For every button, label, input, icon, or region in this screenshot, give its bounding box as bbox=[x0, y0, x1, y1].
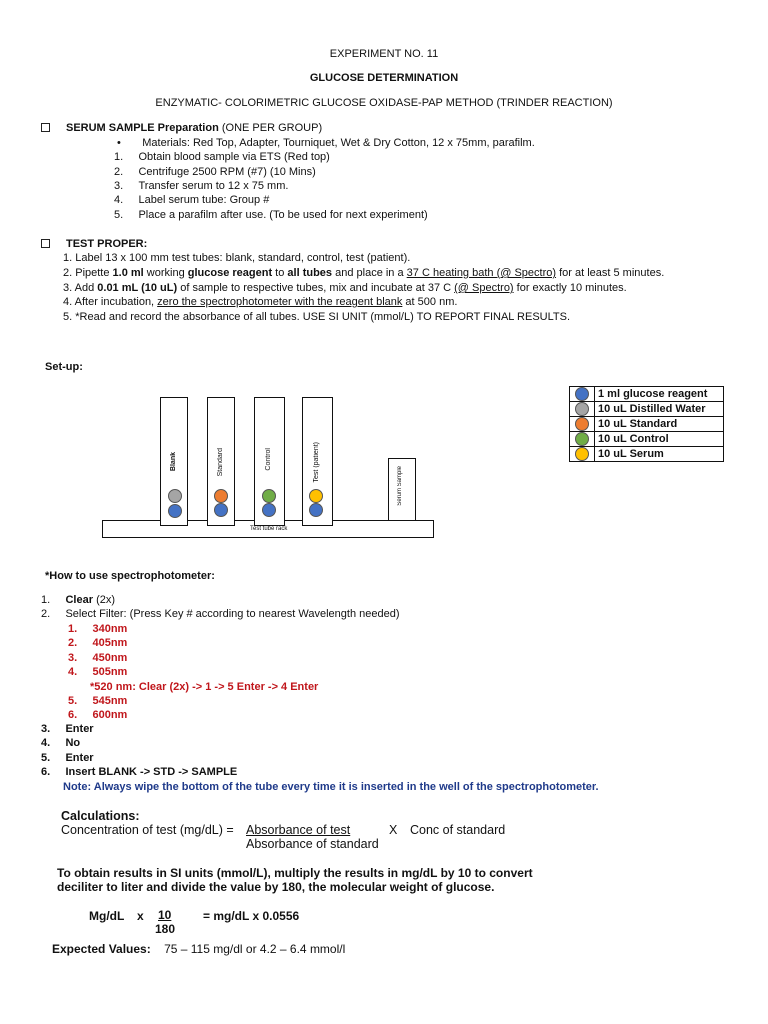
si-units-line-1: To obtain results in SI units (mmol/L), multiply the results in mg/dL by 10 to convert bbox=[57, 866, 533, 880]
filter-item: 1. 340nm bbox=[68, 623, 128, 635]
reagent-dot bbox=[168, 504, 182, 518]
mgdl-label: Mg/dL bbox=[89, 909, 125, 923]
spectro-step-5: 5. Enter bbox=[41, 752, 94, 764]
formula-times: X bbox=[389, 823, 398, 837]
filter-item: 5. 545nm bbox=[68, 695, 128, 707]
spectro-step-6: 6. Insert BLANK -> STD -> SAMPLE bbox=[41, 766, 238, 778]
expected-values: Expected Values: 75 – 115 mg/dl or 4.2 – 6.4 mmol/l bbox=[52, 942, 346, 956]
filter-item: 6. 600nm bbox=[68, 709, 128, 721]
reagent-dot bbox=[262, 503, 276, 517]
tube-label-serum: Serum Sample bbox=[397, 466, 403, 506]
checkbox-icon bbox=[41, 239, 50, 248]
conc-formula-label: Concentration of test (mg/dL) = bbox=[61, 823, 234, 837]
test-step-3: 3. Add 0.01 mL (10 uL) of sample to respective tubes, mix and incubate at 37 C (@ Spectro) for exactly 10 minutes. bbox=[63, 282, 627, 294]
experiment-number: EXPERIMENT NO. 11 bbox=[329, 48, 439, 60]
serum-step: 5. Place a parafilm after use. (To be used for next experiment) bbox=[114, 209, 428, 221]
test-step-2: 2. Pipette 1.0 ml working glucose reagent to all tubes and place in a 37 C heating bath (@ Spectro) for at least 5 minutes. bbox=[63, 267, 665, 279]
legend-row: 10 uL Distilled Water bbox=[570, 402, 724, 417]
legend-row: 10 uL Control bbox=[570, 432, 724, 447]
serum-dot bbox=[309, 489, 323, 503]
orange-dot-icon bbox=[575, 417, 589, 431]
standard-dot bbox=[214, 489, 228, 503]
legend-row: 10 uL Serum bbox=[570, 447, 724, 462]
test-proper-heading: TEST PROPER: bbox=[41, 238, 147, 250]
checkbox-icon bbox=[41, 123, 50, 132]
tube-label-blank: Blank bbox=[170, 452, 177, 472]
si-units-line-2: deciliter to liter and divide the value by 180, the molecular weight of glucose. bbox=[57, 880, 495, 894]
filter-item: 4. 505nm bbox=[68, 666, 128, 678]
legend-row: 1 ml glucose reagent bbox=[570, 387, 724, 402]
green-dot-icon bbox=[575, 432, 589, 446]
control-dot bbox=[262, 489, 276, 503]
formula-numerator: Absorbance of test bbox=[246, 823, 351, 837]
filter-item: 2. 405nm bbox=[68, 637, 128, 649]
spectro-step-4: 4. No bbox=[41, 737, 81, 749]
tube-label-test: Test (patient) bbox=[313, 442, 320, 483]
blue-dot-icon bbox=[575, 387, 589, 401]
color-legend bbox=[569, 386, 724, 462]
test-step-4: 4. After incubation, zero the spectrophotometer with the reagent blank at 500 nm. bbox=[63, 296, 458, 308]
water-dot bbox=[168, 489, 182, 503]
serum-step: 2. Centrifuge 2500 RPM (#7) (10 Mins) bbox=[114, 166, 316, 178]
spectro-note: Note: Always wipe the bottom of the tube every time it is inserted in the well of the spectrophotometer. bbox=[63, 781, 599, 793]
page-title: GLUCOSE DETERMINATION bbox=[309, 72, 459, 84]
filter-item: 3. 450nm bbox=[68, 652, 128, 664]
setup-heading: Set-up: bbox=[45, 361, 83, 373]
spectro-step-3: 3. Enter bbox=[41, 723, 94, 735]
rack-label: Test tube rack bbox=[250, 526, 288, 532]
formula-conc-standard: Conc of standard bbox=[410, 823, 506, 837]
gray-dot-icon bbox=[575, 402, 589, 416]
serum-step: 4. Label serum tube: Group # bbox=[114, 194, 270, 206]
reagent-dot bbox=[214, 503, 228, 517]
spectro-step-2: 2. Select Filter: (Press Key # according to nearest Wavelength needed) bbox=[41, 608, 400, 620]
serum-materials: • Materials: Red Top, Adapter, Tourniquet, Wet & Dry Cotton, 12 x 75mm, parafilm. bbox=[117, 137, 535, 149]
tube-label-control: Control bbox=[265, 448, 272, 471]
test-step-1: 1. Label 13 x 100 mm test tubes: blank, standard, control, test (patient). bbox=[63, 252, 411, 264]
test-step-5: 5. *Read and record the absorbance of all tubes. USE SI UNIT (mmol/L) TO REPORT FINAL RESULTS. bbox=[63, 311, 571, 323]
fraction-numerator: 10 bbox=[158, 908, 172, 922]
yellow-dot-icon bbox=[575, 447, 589, 461]
formula-denominator: Absorbance of standard bbox=[246, 837, 379, 851]
spectro-heading: *How to use spectrophotometer: bbox=[45, 570, 215, 582]
serum-section-heading: SERUM SAMPLE Preparation (ONE PER GROUP) bbox=[41, 122, 322, 134]
legend-row: 10 uL Standard bbox=[570, 417, 724, 432]
times-x: x bbox=[137, 909, 144, 923]
reagent-dot bbox=[309, 503, 323, 517]
tube-label-standard: Standard bbox=[217, 448, 224, 477]
fraction-denominator: 180 bbox=[155, 922, 176, 936]
method-subtitle: ENZYMATIC- COLORIMETRIC GLUCOSE OXIDASE-PAP METHOD (TRINDER REACTION) bbox=[155, 97, 613, 109]
spectro-step-1: 1. Clear (2x) bbox=[41, 594, 116, 606]
filter-note-520: *520 nm: Clear (2x) -> 1 -> 5 Enter -> 4 Enter bbox=[90, 681, 319, 693]
conversion-result: = mg/dL x 0.0556 bbox=[203, 909, 300, 923]
serum-step: 3. Transfer serum to 12 x 75 mm. bbox=[114, 180, 289, 192]
calc-heading: Calculations: bbox=[61, 809, 140, 823]
serum-step: 1. Obtain blood sample via ETS (Red top) bbox=[114, 151, 330, 163]
